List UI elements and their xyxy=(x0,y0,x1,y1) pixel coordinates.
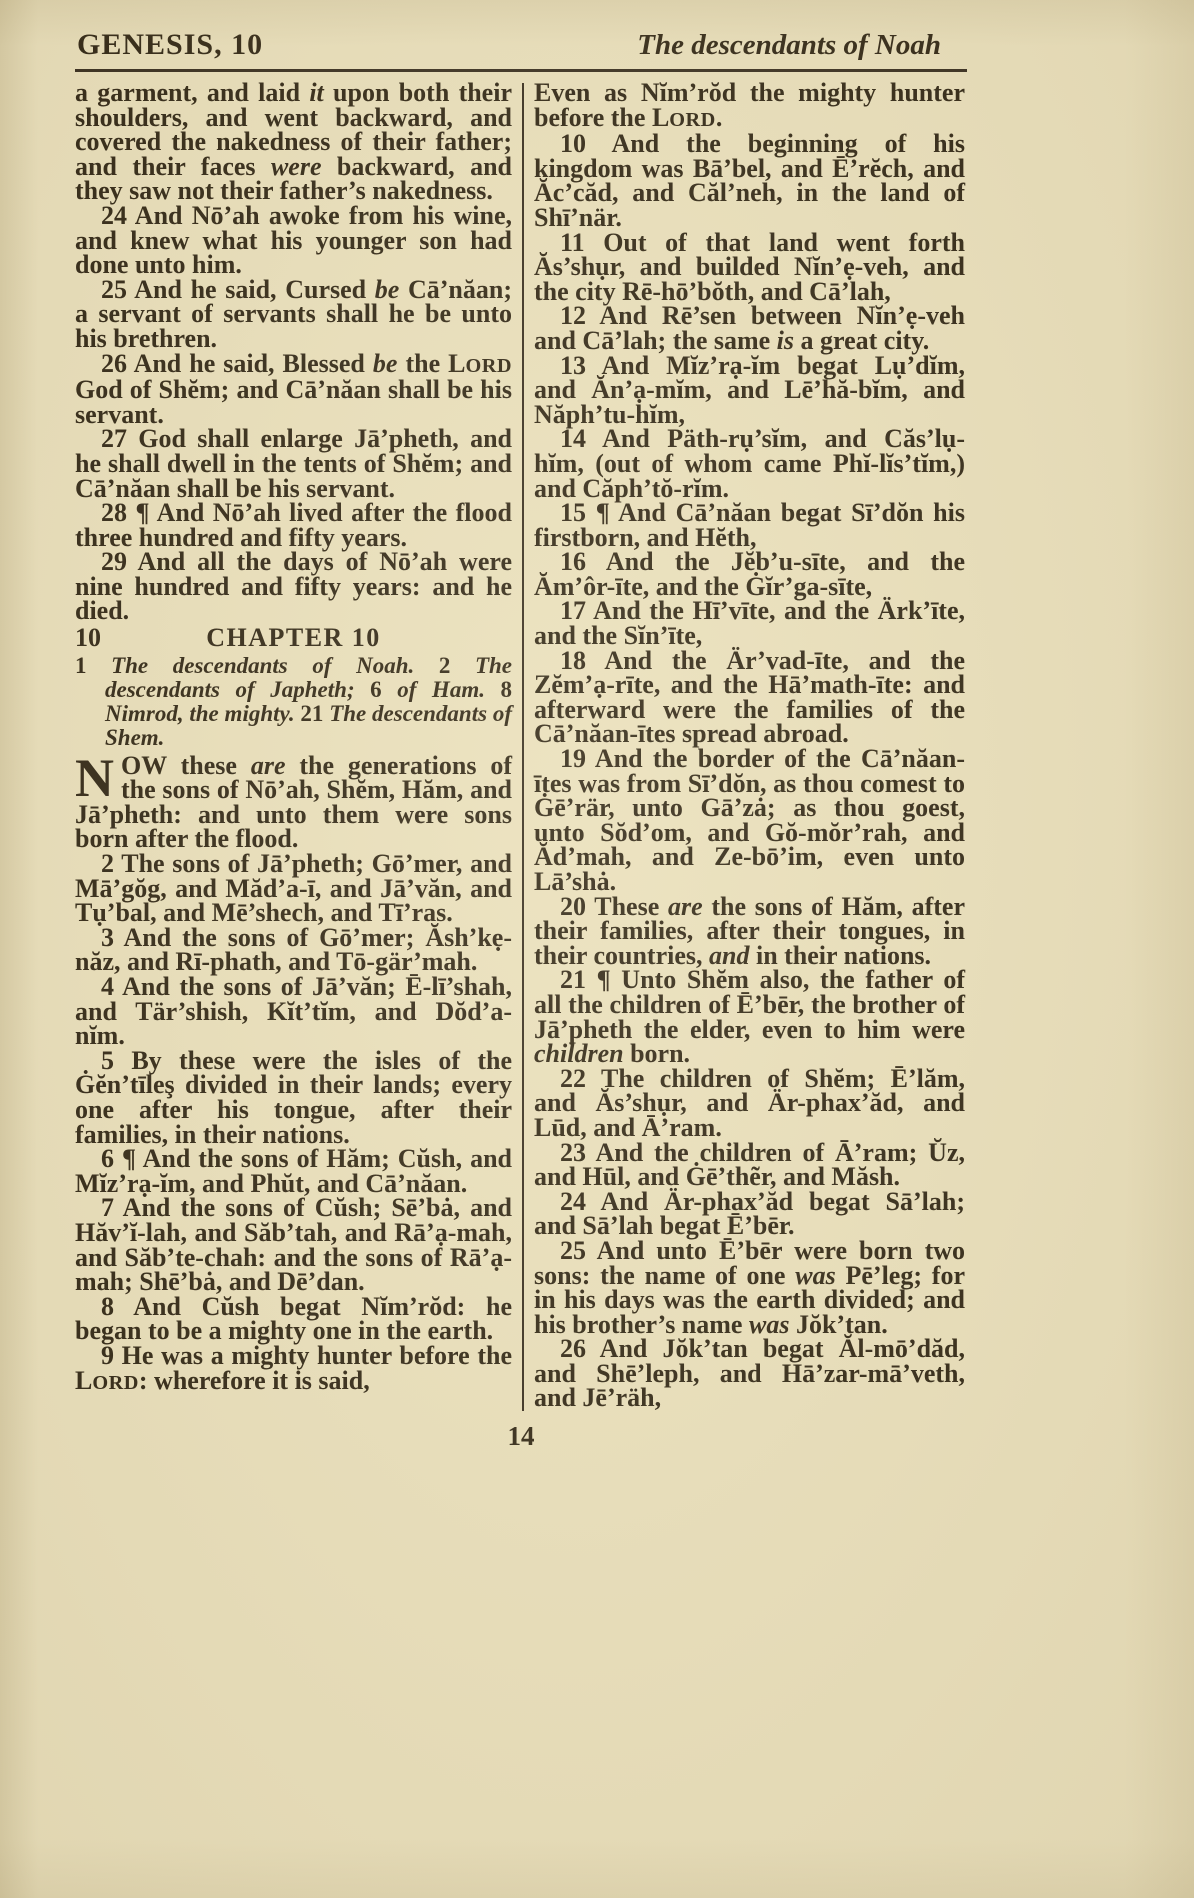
text-run: 21 ¶ Unto Shĕm also, the father of all the children of Ē’bēr, the brother of Jā’pheth the elder, even to him were xyxy=(534,965,965,1044)
text-run: 8 And Cŭsh begat Nĭm’rŏd: he began to be a mighty one in the earth. xyxy=(75,1291,512,1346)
verse-paragraph xyxy=(75,200,512,280)
italic-run: was xyxy=(795,1260,836,1290)
italic-run: of Ham. xyxy=(397,676,501,702)
text-run: 17 And the Hī’vīte, and the Ärk’īte, and the Sĭn’īte, xyxy=(534,596,965,651)
text-run: upon both their shoulders, and went backward, and covered the nakedness of their father; and their faces xyxy=(75,78,512,181)
verse-paragraph xyxy=(534,227,965,306)
text-run: 19 And the border of the Cā’năan-ītes was from Sī’dŏn, as thou comest to Ġē’rär, unto Gā’zȧ; as thou goest, unto Sŏd’om, and Gŏ-mŏr’rah, and Ăd’mah, and Ze-bō’im, even unto Lā’shȧ. xyxy=(534,744,965,896)
verse-paragraph xyxy=(75,498,512,552)
smallcaps-initial: L xyxy=(75,1365,93,1395)
text-run: 11 Out of that land went forth Ăs’shụr, and builded Nĭn’ẹ-veh, and the city Rē-hō’bŏth, and Cā’lah, xyxy=(534,227,965,306)
verse-paragraph xyxy=(75,547,512,626)
text-run: OW these xyxy=(121,750,251,780)
chapter-number-margin: 10 xyxy=(75,623,101,653)
verse-paragraph xyxy=(75,1291,512,1346)
verse-paragraph xyxy=(534,350,965,429)
chapter-title: CHAPTER 10 xyxy=(206,623,381,653)
verse-paragraph xyxy=(75,1193,512,1297)
text-run: 26 And he said, Blessed xyxy=(101,348,373,378)
italic-run: are xyxy=(667,891,703,921)
smallcaps-rest: ORD xyxy=(669,108,716,131)
left-column xyxy=(75,78,513,1411)
column-divider-rule xyxy=(522,83,524,1411)
bible-page xyxy=(75,28,967,1452)
divine-name-smallcaps xyxy=(652,103,716,132)
text-run: born. xyxy=(623,1039,691,1069)
smallcaps-rest: ORD xyxy=(465,354,512,377)
verse-paragraph xyxy=(534,424,965,503)
verse-paragraph xyxy=(75,1144,512,1198)
text-run: 25 And he said, Cursed xyxy=(101,274,375,304)
verse-paragraph xyxy=(75,922,512,977)
italic-run: it xyxy=(309,78,324,107)
verse-paragraph xyxy=(75,348,512,429)
text-run: 26 And Jŏk’tan begat Ăl-mō’dăd, and Shē’leph, and Hā’zar-mā’veth, and Jē’räh, xyxy=(534,1334,965,1413)
continuation-paragraph xyxy=(75,78,512,206)
text-run: Pē’leg; for in his days was the earth divided; and his brother’s name xyxy=(534,1260,965,1339)
verse-paragraph xyxy=(75,972,512,1051)
italic-run: The descendants of Japheth; xyxy=(105,652,512,702)
text-run: 22 The children of Shĕm; Ē’lăm, and Ăs’shụr, and Är-phax’ăd, and Lūd, and Ā’ram. xyxy=(534,1063,965,1142)
text-run: 9 He was a mighty hunter before the xyxy=(101,1340,512,1370)
text-run: 25 And unto Ē’bēr were born two sons: the name of one xyxy=(534,1235,965,1290)
text-run: 27 God shall enlarge Jā’pheth, and he shall dwell in the tents of Shĕm; and Cā’năan shall be his servant. xyxy=(75,424,512,503)
verse-paragraph xyxy=(534,1186,965,1241)
verse-paragraph xyxy=(75,747,512,854)
text-run: 7 And the sons of Cŭsh; Sē’bȧ, and Hăv’ĭ-lah, and Săb’tah, and Rā’ạ-mah, and Săb’te-chah: and the sons of Rā’ạ-mah; Shē’bȧ, and Dē’dan. xyxy=(75,1193,512,1297)
text-run: 6 ¶ And the sons of Hăm; Cŭsh, and Mĭz’rạ-ĭm, and Phŭt, and Cā’năan. xyxy=(75,1144,512,1198)
verse-paragraph xyxy=(534,744,965,896)
summary-verse-number: 1 xyxy=(75,652,112,678)
verse-paragraph xyxy=(534,498,965,552)
chapter-summary xyxy=(75,654,512,750)
verse-paragraph xyxy=(534,1137,965,1192)
italic-run: are xyxy=(250,750,286,780)
italic-run: children xyxy=(534,1039,624,1069)
divine-name-smallcaps xyxy=(75,1366,139,1395)
verse-paragraph xyxy=(534,965,965,1069)
text-run: 15 ¶ And Cā’năan begat Sī’dŏn his firstborn, and Hĕth, xyxy=(534,498,965,552)
page-header xyxy=(75,28,967,69)
italic-run: The descendants of Noah. xyxy=(111,652,439,678)
text-run: backward, and they saw not their father’s nakedness. xyxy=(75,151,512,206)
italic-run: Nimrod, the mighty. xyxy=(105,700,301,726)
italic-run: were xyxy=(270,151,322,181)
text-run: God of Shĕm; and Cā’năan shall be his servant. xyxy=(75,375,512,429)
chapter-heading-row xyxy=(75,623,512,653)
verse-paragraph xyxy=(534,1235,965,1339)
text-run: 28 ¶ And Nō’ah lived after the flood three hundred and fifty years. xyxy=(75,498,512,552)
text-run: 12 And Rē’sen between Nĭn’ẹ-veh and Cā’lah; the same xyxy=(534,301,965,355)
verse-paragraph xyxy=(75,1340,512,1395)
header-rule xyxy=(75,69,967,72)
text-run: 20 These xyxy=(560,891,668,921)
verse-paragraph xyxy=(534,891,966,970)
text-columns xyxy=(75,78,967,1413)
verse-paragraph xyxy=(75,1045,512,1149)
text-run: 23 And the children of Ā’ram; Ŭz, and Hūl, and Ġē’thẽr, and Măsh. xyxy=(534,1137,965,1192)
summary-verse-number: 6 xyxy=(370,676,398,702)
text-run: 24 And Nō’ah awoke from his wine, and knew what his younger son had done unto him. xyxy=(75,200,512,280)
italic-run: be xyxy=(372,348,398,378)
text-run: a garment, and laid xyxy=(75,78,310,107)
summary-verse-number: 2 xyxy=(438,652,475,678)
verse-paragraph xyxy=(534,1063,965,1142)
text-run: the xyxy=(397,348,449,378)
text-run: : wherefore it is said, xyxy=(138,1365,370,1395)
right-column xyxy=(534,78,966,1413)
verse-paragraph xyxy=(75,849,512,928)
text-run: 13 And Mĭz’rạ-ĭm begat Lụ’dĭm, and Ăn’ạ-mĭm, and Lē’hă-bĭm, and Năph’tu-hĭm, xyxy=(534,350,965,429)
verse-paragraph xyxy=(534,1334,965,1413)
book-chapter-heading: GENESIS, 10 xyxy=(77,28,264,61)
italic-run: is xyxy=(776,325,795,355)
text-run: 10 And the beginning of his kingdom was Bā’bel, and Ē’rĕch, and Ăc’căd, and Căl’neh, in the land of Shī’när. xyxy=(534,129,965,232)
text-run: a great city. xyxy=(794,325,930,355)
italic-run: and xyxy=(709,940,750,970)
text-run: 24 And Är-phax’ăd begat Sā’lah; and Sā’lah begat Ē’bēr. xyxy=(534,1186,965,1241)
text-run: 2 The sons of Jā’pheth; Gō’mer, and Mā’gŏg, and Măd’a-ī, and Jā’văn, and Tụ’bal, and Mē’shech, and Tī’ras. xyxy=(75,849,512,928)
summary-verse-number: 8 xyxy=(500,676,513,702)
italic-run: was xyxy=(748,1309,790,1339)
drop-cap-initial: N xyxy=(75,747,114,808)
text-run: Even as Nĭm’rŏd the mighty hunter before the xyxy=(534,78,965,132)
verse-paragraph xyxy=(534,645,965,749)
summary-verse-number: 21 xyxy=(300,700,330,726)
verse-paragraph xyxy=(534,129,965,232)
verse-paragraph xyxy=(75,274,512,353)
text-run: 3 And the sons of Gō’mer; Ăsh’kẹ-năz, and Rī-phath, and Tō-gär’mah. xyxy=(75,922,512,977)
text-run: the generations of the sons of Nō’ah, Shĕm, Hăm, and Jā’pheth: and unto them were sons born after the flood. xyxy=(75,750,512,854)
text-run: Jŏk’tan. xyxy=(789,1309,888,1339)
smallcaps-initial: L xyxy=(651,102,670,132)
verse-paragraph xyxy=(75,424,512,503)
verse-paragraph xyxy=(534,301,965,355)
text-run: 29 And all the days of Nō’ah were nine hundred and fifty years: and he died. xyxy=(75,547,512,626)
continuation-paragraph xyxy=(534,78,965,132)
smallcaps-initial: L xyxy=(448,348,466,378)
running-head: The descendants of Noah xyxy=(637,29,941,61)
page-number: 14 xyxy=(507,1421,535,1452)
text-run: the sons of Hăm, after their families, after their tongues, in their countries, xyxy=(534,891,966,970)
text-run: in their nations. xyxy=(749,940,932,970)
italic-run: be xyxy=(374,274,400,304)
text-run: 5 By these were the isles of the Ġĕn’tīleş divided in their lands; every one after his tongue, after their families, in their nations. xyxy=(75,1045,512,1149)
text-run: . xyxy=(715,102,723,132)
italic-run: The descendants of Shem. xyxy=(105,700,513,750)
text-run: 16 And the Jĕb’u-sīte, and the Ăm’ôr-īte, and the Ġĭr’ga-sīte, xyxy=(534,547,965,601)
smallcaps-rest: ORD xyxy=(92,1371,139,1394)
verse-paragraph xyxy=(534,596,965,651)
text-run: 14 And Päth-rụ’sĭm, and Căs’lụ-hĭm, (out of whom came Phĭ-lĭs’tĭm,) and Căph’tŏ-rĭm. xyxy=(534,424,965,503)
verse-paragraph xyxy=(534,547,965,601)
text-run: 18 And the Är’vad-īte, and the Zĕm’ạ-rīte, and the Hā’math-īte: and afterward were the families of the Cā’năan-ītes spread abroad. xyxy=(534,645,965,749)
divine-name-smallcaps xyxy=(448,349,512,378)
text-run: Cā’năan; a servant of servants shall he be unto his brethren. xyxy=(75,274,512,353)
text-run: 4 And the sons of Jā’văn; Ē-lī’shah, and Tär’shish, Kĭt’tĭm, and Dŏd’a-nĭm. xyxy=(75,972,512,1051)
